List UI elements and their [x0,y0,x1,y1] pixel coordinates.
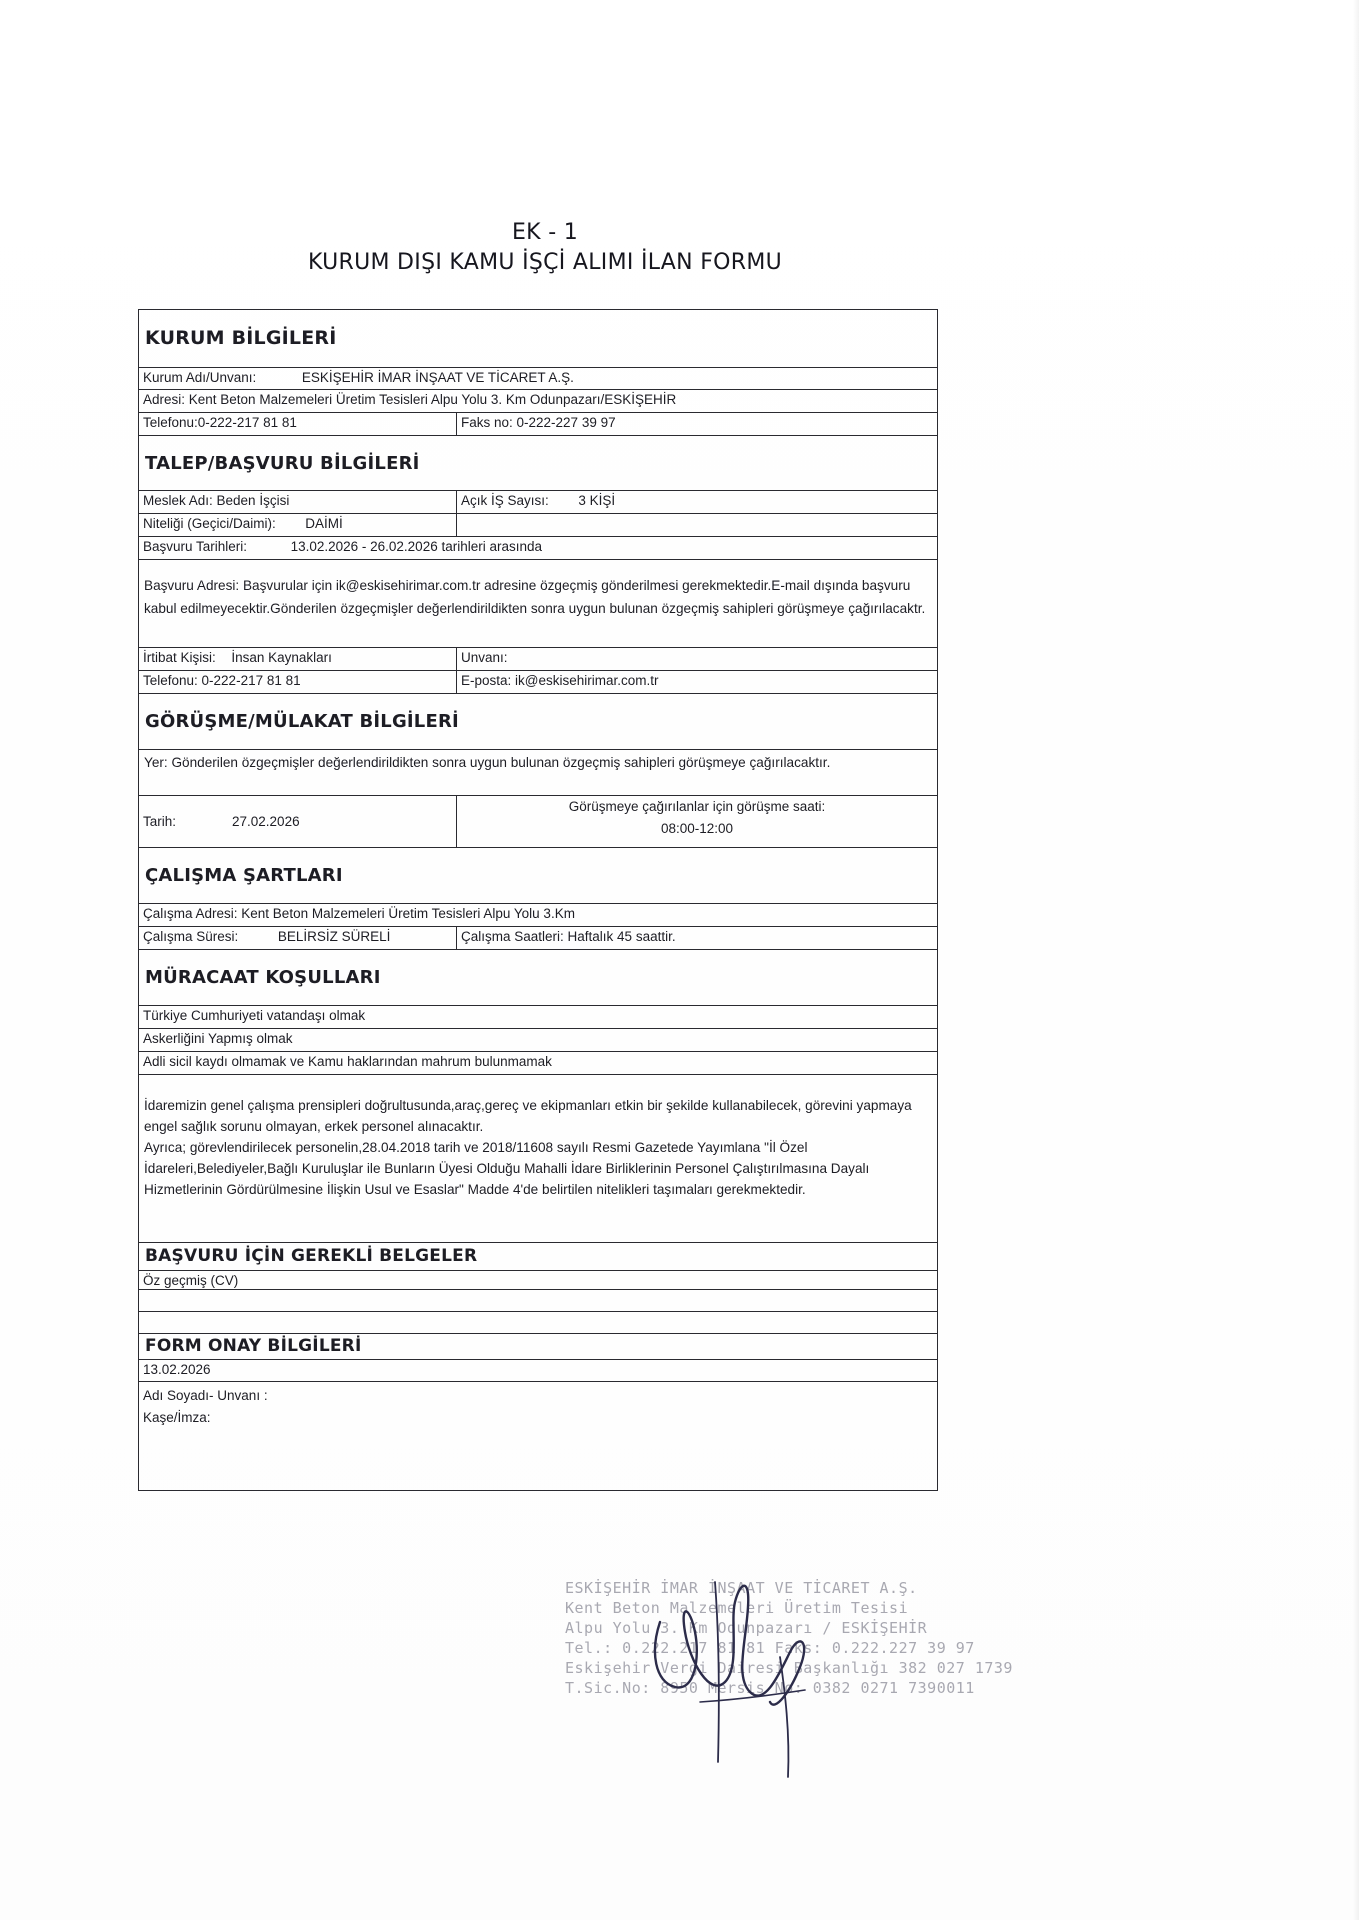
kurum-fax: Faks no: 0-222-227 39 97 [461,415,616,430]
section-title-belgeler: BAŞVURU İÇİN GEREKLİ BELGELER [145,1246,478,1266]
dates-value: 13.02.2026 - 26.02.2026 tarihleri arasında [290,539,543,554]
section-title-talep: TALEP/BAŞVURU BİLGİLERİ [145,452,420,474]
interview-date-value: 27.02.2026 [232,814,300,829]
condition-item: Adli sicil kaydı olmamak ve Kamu haklarından mahrum bulunmamak [143,1054,552,1069]
scan-edge [1353,0,1359,1920]
form-title: KURUM DIŞI KAMU İŞÇİ ALIMI İLAN FORMU [307,250,783,275]
row-approval-date [139,1360,937,1382]
application-form [138,309,938,1491]
kurum-name-value: ESKİŞEHİR İMAR İNŞAAT VE TİCARET A.Ş. [301,370,574,385]
row-job [139,491,937,514]
section-title-gorusme: GÖRÜŞME/MÜLAKAT BİLGİLERİ [145,711,459,732]
nature-label: Niteliği (Geçici/Daimi): [143,516,276,531]
application-address-text: Başvuru Adresi: Başvurular için ik@eskisehirimar.com.tr adresine özgeçmiş gönderilmesi gerekmektedir.E-mail dışında başvuru kabul edilmeyecektir.Gönderilen özgeçmişler değerlendirildikten sonra uygun bulunan özgeçmiş sahipleri görüşmeye çağırılacaktr. [144,578,926,616]
interview-time-label: Görüşmeye çağırılanlar için görüşme saati: [568,799,826,814]
condition-item: Askerliğini Yapmış olmak [143,1031,293,1046]
section-title-calisma: ÇALIŞMA ŞARTLARI [145,865,343,886]
section-muracaat [139,950,937,1006]
section-title-muracaat: MÜRACAAT KOŞULLARI [145,967,381,988]
row-application-address [139,560,937,648]
row-work-duration [139,927,937,950]
openings-value: 3 KİŞİ [578,493,616,508]
condition-row [139,1052,937,1075]
row-interview-date [139,796,937,848]
stamp-line: Tel.: 0.222.217 81 81 Faks: 0.222.227 39 97 [565,1639,975,1657]
row-dates [139,537,937,560]
kurum-name-label: Kurum Adı/Unvanı: [143,370,257,385]
work-duration-label: Çalışma Süresi: [143,929,239,944]
row-kurum-name [139,368,937,390]
approval-name-label: Adı Soyadı- Unvanı : [143,1388,268,1403]
nature-empty [457,514,937,536]
annex-label: EK - 1 [511,220,579,245]
contact-phone: Telefonu: 0-222-217 81 81 [139,671,457,693]
stamp-line: Eskişehir Vergi Dairesi Başkanlığı 382 027 1739 [565,1659,1013,1677]
approval-date: 13.02.2026 [143,1362,211,1377]
contact-label: İrtibat Kişisi: [143,650,216,665]
work-hours: Çalışma Saatleri: Haftalık 45 saattir. [461,929,676,944]
kurum-address: Adresi: Kent Beton Malzemeleri Üretim Tesisleri Alpu Yolu 3. Km Odunpazarı/ESKİŞEHİR [143,392,677,407]
title-block [130,218,960,278]
document-item: Öz geçmiş (CV) [143,1273,239,1288]
row-document-empty-1 [139,1290,937,1312]
conditions-note-1: İdaremizin genel çalışma prensipleri doğrultusunda,araç,gereç ve ekipmanları etkin bir şekilde kullanabilecek, görevini yapmaya engel sağlık sorunu olmayan, erkek personel alınacaktır. [144,1098,912,1134]
row-conditions-note [139,1075,937,1243]
row-nature [139,514,937,537]
interview-time-value: 08:00-12:00 [660,821,734,836]
section-calisma [139,848,937,904]
kurum-phone: Telefonu:0-222-217 81 81 [139,413,457,435]
stamp-line: ESKİŞEHİR İMAR İNŞAAT VE TİCARET A.Ş. [565,1579,918,1597]
condition-item: Türkiye Cumhuriyeti vatandaşı olmak [143,1008,366,1023]
interview-place: Yer: Gönderilen özgeçmişler değerlendirildikten sonra uygun bulunan özgeçmiş sahipleri görüşmeye çağırılacaktır. [144,755,831,770]
row-contact [139,648,937,671]
contact-value: İnsan Kaynakları [231,650,332,665]
work-address: Çalışma Adresi: Kent Beton Malzemeleri Üretim Tesisleri Alpu Yolu 3.Km [143,906,575,921]
section-onay [139,1334,937,1360]
stamp-line: Alpu Yolu 3. Km Odunpazarı / ESKİŞEHİR [565,1619,928,1637]
contact-title-label: Unvanı: [461,650,508,665]
section-title-onay: FORM ONAY BİLGİLERİ [145,1336,362,1356]
work-duration-value: BELİRSİZ SÜRELİ [277,929,391,944]
conditions-note-2: Ayrıca; görevlendirilecek personelin,28.04.2018 tarih ve 2018/11608 sayılı Resmi Gazetede Yayımlana "İl Özel İdareleri,Belediyeler,Bağlı Kuruluşlar ile Bunların Üyesi Olduğu Mahalli İdare Birliklerinin Personel Çalıştırılmasına Dayalı Hizmetlerinin Gördürülmesine İlişkin Usul ve Esaslar" Madde 4'de belirtilen nitelikleri taşımaları gerekmektedir. [144,1140,870,1197]
row-approval-sign [139,1382,937,1490]
approval-stamp-label: Kaşe/İmza: [143,1410,211,1425]
row-document-item [139,1270,937,1290]
row-contact-phone [139,671,937,694]
nature-value: DAİMİ [305,516,343,531]
section-gorusme [139,694,937,750]
row-kurum-address [139,390,937,413]
stamp-line: T.Sic.No: 8950 Mersis No: 0382 0271 7390011 [565,1679,975,1697]
condition-row [139,1006,937,1029]
dates-label: Başvuru Tarihleri: [143,539,248,554]
stamp-line: Kent Beton Malzemeleri Üretim Tesisi [565,1599,909,1617]
row-interview-place [139,750,937,796]
section-belgeler [139,1243,937,1270]
condition-row [139,1029,937,1052]
row-document-empty-2 [139,1312,937,1334]
section-title-kurum: KURUM BİLGİLERİ [145,327,337,349]
section-talep [139,436,937,491]
contact-email: E-posta: ik@eskisehirimar.com.tr [461,673,659,688]
row-work-address [139,904,937,927]
section-kurum [139,310,937,368]
interview-date-label: Tarih: [143,814,177,829]
openings-label: Açık İŞ Sayısı: [461,493,549,508]
handwritten-signature [640,1562,840,1782]
job-name: Meslek Adı: Beden İşçisi [139,491,457,513]
row-kurum-phone [139,413,937,436]
